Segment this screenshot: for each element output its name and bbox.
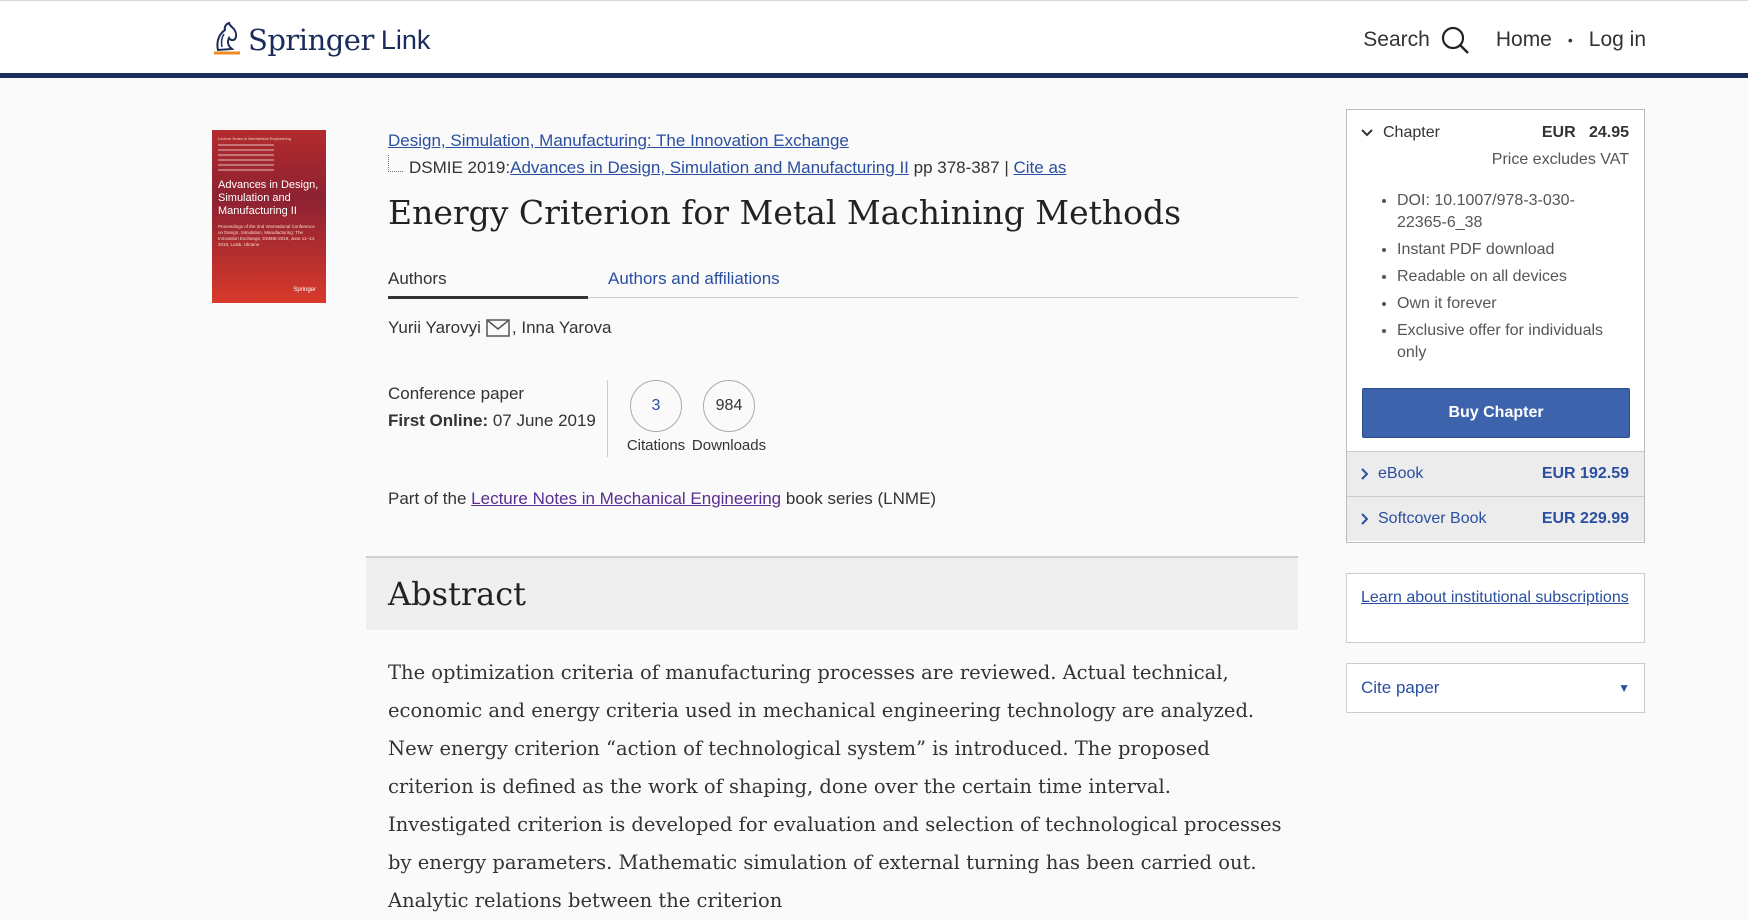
- chevron-right-icon: [1360, 513, 1368, 525]
- abstract-header: [366, 556, 1298, 630]
- book-cover[interactable]: [212, 130, 326, 303]
- page-range: pp 378-387 |: [908, 158, 1014, 177]
- downloads-count: 984: [703, 380, 755, 432]
- chevron-right-icon: [1360, 468, 1368, 480]
- email-icon[interactable]: [486, 319, 510, 337]
- downloads-label: Downloads: [691, 437, 767, 454]
- logo-brand: Springer: [248, 23, 374, 57]
- ebook-option[interactable]: [1347, 451, 1644, 496]
- first-online-label: First Online:: [388, 411, 489, 430]
- cover-editors: [218, 144, 320, 171]
- chapter-offer: [1347, 110, 1644, 450]
- buy-chapter-button[interactable]: Buy Chapter: [1362, 388, 1630, 438]
- search-icon: [1440, 25, 1470, 55]
- caret-down-icon: ▼: [1618, 681, 1630, 695]
- series-link[interactable]: Lecture Notes in Mechanical Engineering: [471, 489, 782, 508]
- tab-authors-affiliations[interactable]: Authors and affiliations: [608, 269, 780, 288]
- cover-subtitle: Proceedings of the 2nd International Conference on Design, Simulation, Manufacturing: The Innovation Exchange, DSMIE-2019, June 11–14, 2019, Lutsk, Ukraine: [218, 224, 316, 247]
- home-link[interactable]: Home: [1495, 28, 1552, 51]
- page-title: Energy Criterion for Metal Machining Methods: [388, 193, 1182, 232]
- cite-as-link[interactable]: Cite as: [1013, 158, 1067, 177]
- tab-authors[interactable]: Authors: [388, 269, 588, 299]
- logo-product: Link: [380, 24, 431, 55]
- first-online: [388, 407, 606, 434]
- top-nav: [1363, 25, 1646, 55]
- feature-item: • Readable on all devices: [1397, 266, 1623, 288]
- book-link[interactable]: Advances in Design, Simulation and Manufacturing II: [510, 158, 909, 177]
- springer-horse-icon: [210, 20, 244, 60]
- author-list: [388, 318, 611, 338]
- series-info: [388, 489, 936, 509]
- conference-prefix: DSMIE 2019:: [409, 158, 511, 177]
- book-breadcrumb: [388, 158, 1066, 178]
- feature-list: [1363, 190, 1623, 369]
- cover-title: Advances in Design, Simulation and Manufacturing II: [218, 179, 319, 217]
- nav-separator: •: [1567, 32, 1573, 48]
- feature-item: • Own it forever: [1397, 293, 1623, 315]
- cover-publisher: Springer: [293, 287, 316, 293]
- citations-label: Citations: [626, 437, 686, 454]
- site-header: [0, 0, 1748, 78]
- content-type: Conference paper: [388, 384, 525, 403]
- softcover-price: EUR 229.99: [1541, 510, 1629, 527]
- author-tabs: [388, 265, 1298, 298]
- login-link[interactable]: Log in: [1588, 28, 1646, 51]
- abstract-heading: Abstract: [388, 575, 527, 613]
- buy-box: [1346, 109, 1645, 543]
- first-online-date: 07 June 2019: [488, 411, 596, 430]
- softcover-option[interactable]: [1347, 496, 1644, 541]
- breadcrumb: [388, 131, 849, 151]
- author-name[interactable]: , Inna Yarova: [511, 318, 612, 337]
- chapter-price: EUR 24.95: [1541, 124, 1629, 141]
- series-suffix: book series (LNME): [781, 489, 937, 508]
- cite-paper-label: Cite paper: [1361, 678, 1440, 697]
- downloads-metric: [689, 380, 769, 454]
- feature-item: • Exclusive offer for individuals only: [1397, 320, 1623, 364]
- series-prefix: Part of the: [388, 489, 472, 508]
- chevron-down-icon: [1361, 128, 1373, 138]
- ebook-label: eBook: [1378, 465, 1424, 482]
- cover-series: Lecture Notes in Mechanical Engineering: [218, 136, 291, 141]
- citations-metric[interactable]: [616, 380, 696, 454]
- institutional-subscriptions-link[interactable]: Learn about institutional subscriptions: [1361, 589, 1629, 606]
- meta-divider: [607, 380, 608, 457]
- tree-connector: [388, 155, 403, 172]
- chapter-toggle[interactable]: [1361, 124, 1440, 142]
- chapter-label: Chapter: [1383, 124, 1440, 141]
- vat-note: Price excludes VAT: [1491, 151, 1629, 168]
- cite-paper-dropdown[interactable]: [1346, 663, 1645, 713]
- search-button[interactable]: [1363, 25, 1470, 55]
- search-label: Search: [1363, 28, 1430, 51]
- institutional-box: [1346, 573, 1645, 643]
- publication-info: [388, 380, 606, 434]
- feature-item: • Instant PDF download: [1397, 239, 1623, 261]
- author-name[interactable]: Yurii Yarovyi: [388, 318, 481, 337]
- conference-link[interactable]: Design, Simulation, Manufacturing: The Innovation Exchange: [388, 131, 849, 150]
- feature-doi: • DOI: 10.1007/978-3-030-22365-6_38: [1397, 190, 1623, 234]
- ebook-price: EUR 192.59: [1541, 465, 1629, 482]
- abstract-text: The optimization criteria of manufacturing processes are reviewed. Actual technical, economic and energy criteria used in mechanical engineering technology are analyzed. New energy criterion “action of technological system” is introduced. The proposed criterion is defined as the work of shaping, done over the certain time interval. Investigated criterion is developed for evaluation and selection of technological processes by energy parameters. Mathematic simulation of external turning has been carried out. Analytic relations between the criterion: [388, 661, 1282, 912]
- softcover-label: Softcover Book: [1378, 510, 1487, 527]
- springer-link-logo[interactable]: [210, 19, 430, 61]
- citations-count: 3: [630, 380, 682, 432]
